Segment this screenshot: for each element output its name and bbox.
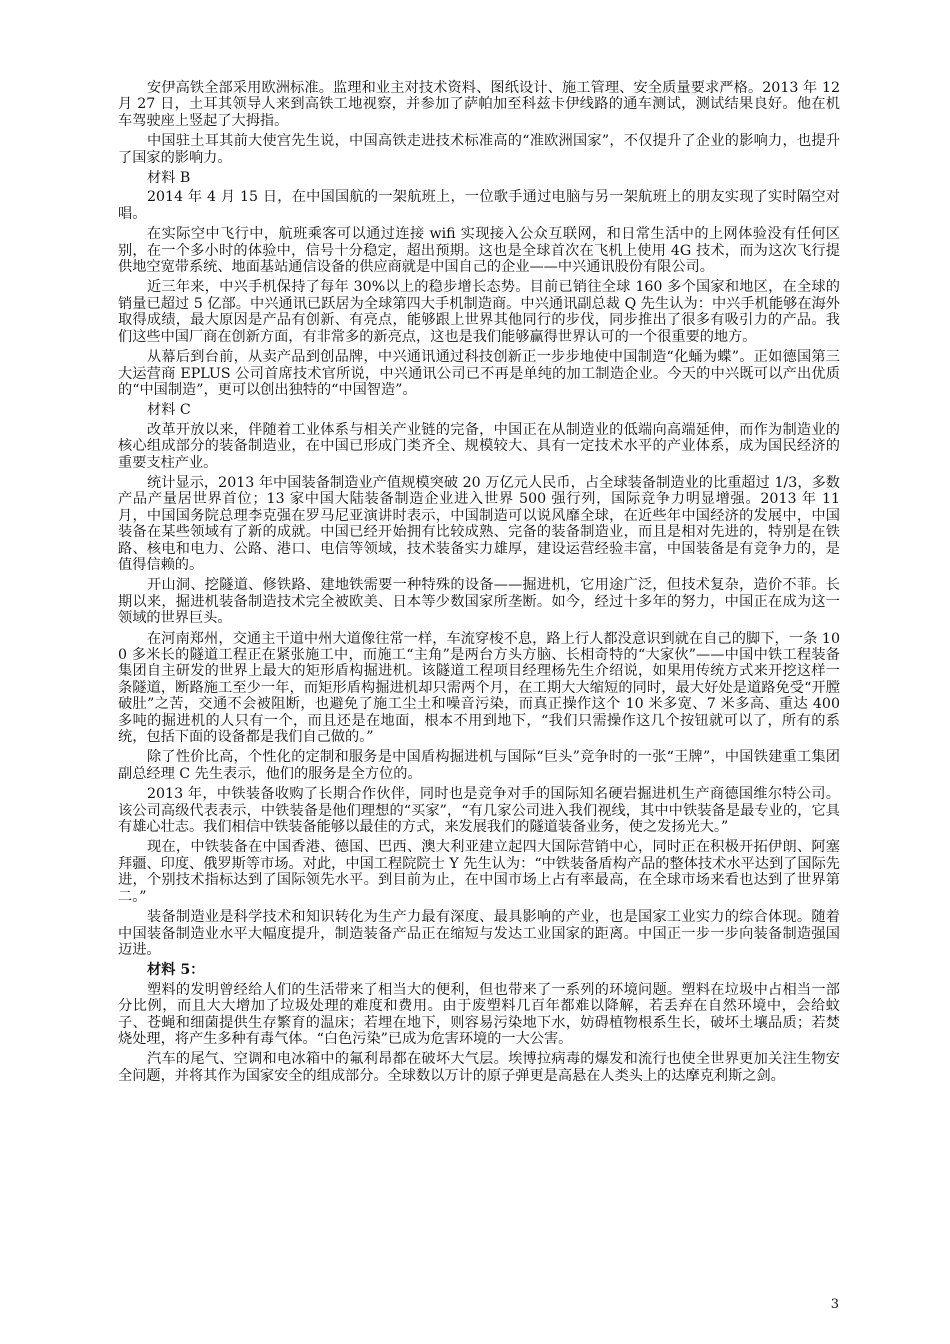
paragraph: 现在，中铁装备在中国香港、德国、巴西、澳大利亚建立起四大国际营销中心，同时正在积极开拓伊朗、阿塞拜疆、印度、俄罗斯等市场。对此，中国工程院院士 Y 先生认为：“中铁装备盾构产品的整体技术水平达到了国际先进，个别技术指标达到了国际领先水平。到目前为止，在中国市场上占有率最高，在全球市场来看也达到了世界第二。” [118, 839, 840, 905]
document-body [118, 80, 840, 1088]
paragraph: 在实际空中飞行中，航班乘客可以通过连接 wifi 实现接入公众互联网，和日常生活中的上网体验没有任何区别，在一个多小时的体验中，信号十分稳定，超出预期。这也是全球首次在飞机上使用 4G 技术，而为这次飞行提供地空宽带系统、地面基站通信设备的供应商就是中国自己的企业——中兴通讯股份有限公司。 [118, 226, 840, 276]
section-label: 材料 B [147, 170, 191, 187]
paragraph: 统计显示，2013 年中国装备制造业产值规模突破 20 万亿元人民币，占全球装备制造业的比重超过 1/3，多数产品产量居世界首位；13 家中国大陆装备制造企业进入世界 500 强行列，国际竞争力明显增强。2013 年 11 月，中国国务院总理李克强在罗马尼亚演讲时表示，中国制造可以说风靡全球，在近些年中国经济的发展中，中国装备在某些领域有了新的成就。中国已经开始拥有比较成熟、完备的装备制造业，而且是相对先进的，特别是在铁路、核电和电力、公路、港口、电信等领域，技术装备实力雄厚，建设运营经验丰富，中国装备是有竞争力的，是值得信赖的。 [118, 474, 840, 573]
paragraph: 改革开放以来，伴随着工业体系与相关产业链的完备，中国正在从制造业的低端向高端延伸，而作为制造业的核心组成部分的装备制造业，在中国已形成门类齐全、规模较大、具有一定技术水平的产业体系，成为国民经济的重要支柱产业。 [118, 421, 840, 471]
paragraph: 装备制造业是科学技术和知识转化为生产力最有深度、最具影响的产业，也是国家工业实力的综合体现。随着中国装备制造业水平大幅度提升，制造装备产品正在缩短与发达工业国家的距离。中国正一步一步向装备制造强国迈进。 [118, 909, 840, 958]
section-heading: 材料 5： [147, 962, 205, 979]
paragraph: 2014 年 4 月 15 日，在中国国航的一架航班上，一位歌手通过电脑与另一架航班上的朋友实现了实时隔空对唱。 [118, 189, 840, 222]
paragraph: 在河南郑州，交通主干道中州大道像往常一样，车流穿梭不息，路上行人都没意识到就在自己的脚下，一条 100 多米长的隧道工程正在紧张施工中，而施工“主角”是两台方头方脑、长相奇特的“大家伙”——中国中铁工程装备集团自主研发的世界上最大的矩形盾构掘进机。该隧道工程项目经理杨先生介绍说，如果用传统方式来开挖这样一条隧道，断路施工至少一年，而矩形盾构掘进机却只需两个月，在工期大大缩短的同时，最大好处是道路免受“开膛破肚”之苦，交通不会被阻断，也避免了施工尘土和噪音污染，而真正操作这个 10 米多宽、7 米多高、重达 400 多吨的掘进机的人只有一个，而且还是在地面，根本不用到地下，“我们只需操作这几个按钮就可以了，所有的系统，包括下面的设备都是我们自己做的。” [118, 630, 840, 746]
paragraph: 中国驻土耳其前大使宫先生说，中国高铁走进技术标准高的“准欧洲国家”，不仅提升了企业的影响力，也提升了国家的影响力。 [118, 133, 840, 166]
paragraph: 除了性价比高，个性化的定制和服务是中国盾构掘进机与国际“巨头”竞争时的一张“王牌”，中国铁建重工集团副总经理 C 先生表示，他们的服务是全方位的。 [118, 749, 840, 782]
paragraph: 开山洞、挖隧道、修铁路、建地铁需要一种特殊的设备——掘进机，它用途广泛，但技术复杂，造价不菲。长期以来，掘进机装备制造技术完全被欧美、日本等少数国家所垄断。如今，经过十多年的努力，中国正在成为这一领域的世界巨头。 [118, 577, 840, 627]
paragraph: 2013 年，中铁装备收购了长期合作伙伴，同时也是竞争对手的国际知名硬岩掘进机生产商德国维尔特公司。该公司高级代表表示，中铁装备是他们理想的“买家”，“有几家公司进入我们视线，其中中铁装备是最专业的，它具有雄心壮志。我们相信中铁装备能够以最佳的方式，来发展我们的隧道装备业务，使之发扬光大。” [118, 786, 840, 836]
paragraph: 近三年来，中兴手机保持了每年 30%以上的稳步增长态势。目前已销往全球 160 多个国家和地区，在全球的销量已超过 5 亿部。中兴通讯已跃居为全球第四大手机制造商。中兴通讯副总裁 Q 先生认为：中兴手机能够在海外取得成绩，最大原因是产品有创新、有亮点，能够跟上世界其他同行的步伐，同步推出了很多有吸引力的产品。我们这些中国厂商在创新方面，有非常多的新亮点，这也是我们能够赢得世界认可的一个很重要的地方。 [118, 279, 840, 345]
paragraph: 汽车的尾气、空调和电冰箱中的氟利昂都在破坏大气层。埃博拉病毒的爆发和流行也使全世界更加关注生物安全问题，并将其作为国家安全的组成部分。全球数以万计的原子弹更是高悬在人类头上的达摩克利斯之剑。 [118, 1051, 840, 1084]
page-number: 3 [830, 1297, 839, 1312]
section-label: 材料 C [147, 402, 191, 419]
paragraph: 安伊高铁全部采用欧洲标准。监理和业主对技术资料、图纸设计、施工管理、安全质量要求严格。2013 年 12 月 27 日，土耳其领导人来到高铁工地视察，并参加了萨帕加至科兹卡伊线路的通车测试，测试结果良好。他在机车驾驶座上竖起了大拇指。 [118, 80, 840, 129]
paragraph: 塑料的发明曾经给人们的生活带来了相当大的便利，但也带来了一系列的环境问题。塑料在垃圾中占相当一部分比例，而且大大增加了垃圾处理的难度和费用。由于废塑料几百年都难以降解，若丢弃在自然环境中，会给蚊子、苍蝇和细菌提供生存繁育的温床；若埋在地下，则容易污染地下水，妨碍植物根系生长，破坏土壤品质；若焚烧处理，将产生多种有毒气体。“白色污染”已成为危害环境的一大公害。 [118, 981, 840, 1047]
paragraph: 从幕后到台前，从卖产品到创品牌，中兴通讯通过科技创新正一步步地使中国制造“化蛹为蝶”。正如德国第三大运营商 EPLUS 公司首席技术官所说，中兴通讯公司已不再是单纯的加工制造企业。今天的中兴既可以产出优质的“中国制造”，更可以创出独特的“中国智造”。 [118, 349, 840, 398]
